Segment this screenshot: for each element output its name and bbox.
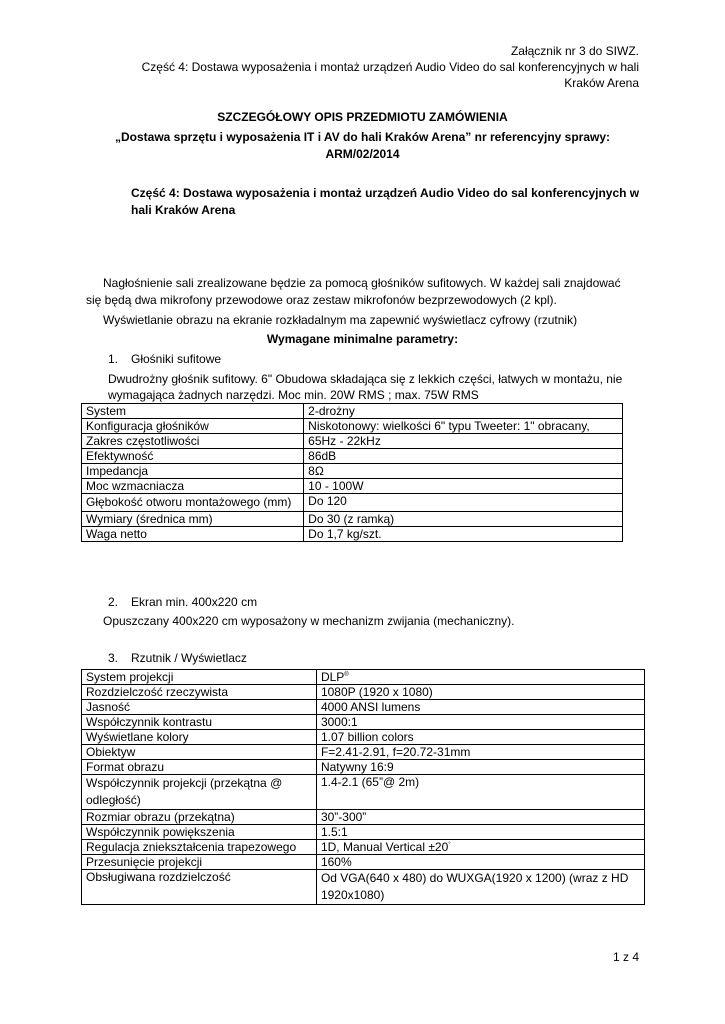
table-row	[82, 449, 623, 464]
spec-key: Współczynnik powiększenia	[82, 825, 317, 840]
spec-value: 1.07 billion colors	[316, 730, 644, 745]
spec-value: 10 - 100W	[304, 479, 623, 494]
spec-key: Zakres częstotliwości	[82, 434, 304, 449]
spec-value: Do 1,7 kg/szt.	[304, 527, 623, 542]
spec-value: Do 120	[304, 494, 623, 512]
spec-key: Przesunięcie projekcji	[82, 855, 317, 870]
spec-key: Głębokość otworu montażowego (mm)	[82, 494, 304, 512]
spec-value: 1080P (1920 x 1080)	[316, 685, 644, 700]
table-row	[82, 760, 645, 775]
table-row	[82, 494, 623, 512]
spec-value: 65Hz - 22kHz	[304, 434, 623, 449]
spec-value: Natywny 16:9	[316, 760, 644, 775]
spec-value: 86dB	[304, 449, 623, 464]
header-venue-line: Kraków Arena	[564, 76, 639, 90]
spec-value: DLP®	[316, 670, 644, 685]
table-row	[82, 404, 623, 419]
spec-value: 1D, Manual Vertical ±20°	[316, 840, 644, 855]
spec-value: 4000 ANSI lumens	[316, 700, 644, 715]
table-row	[82, 775, 645, 810]
spec-key: Wymiary (średnica mm)	[82, 512, 304, 527]
table-row	[82, 825, 645, 840]
section1-number: 1.	[108, 352, 119, 366]
part-heading-line2: hali Kraków Arena	[131, 203, 236, 217]
degree-mark: °	[448, 842, 451, 848]
table-row	[82, 715, 645, 730]
document-title: SZCZEGÓŁOWY OPIS PRZEDMIOTU ZAMÓWIENIA	[217, 110, 508, 124]
spec-key: Konfiguracja głośników	[82, 419, 304, 434]
spec-key: Regulacja zniekształcenia trapezowego	[82, 840, 317, 855]
table-row	[82, 464, 623, 479]
document-subtitle: „Dostawa sprzętu i wyposażenia IT i AV do hali Kraków Arena” nr referencyjny sprawy:	[114, 130, 611, 144]
spec-value: 2-drożny	[304, 404, 623, 419]
table-row	[82, 685, 645, 700]
spec-value: 1.5:1	[316, 825, 644, 840]
table-row	[82, 512, 623, 527]
requirements-heading: Wymagane minimalne parametry:	[266, 332, 459, 346]
registered-mark: ®	[344, 672, 349, 678]
header-part-line: Część 4: Dostawa wyposażenia i montaż urządzeń Audio Video do sal konferencyjnych w hali	[141, 60, 639, 74]
table-row	[82, 730, 645, 745]
spec-key: Jasność	[82, 700, 317, 715]
spec-key: Współczynnik projekcji (przekątna @ odległość)	[82, 775, 317, 810]
spec-key: System projekcji	[82, 670, 317, 685]
spec-value: Do 30 (z ramką)	[304, 512, 623, 527]
reference-number: ARM/02/2014	[325, 147, 400, 161]
section2-number: 2.	[108, 595, 119, 609]
table-row	[82, 855, 645, 870]
table-row	[82, 419, 623, 434]
spec-key: Współczynnik kontrastu	[82, 715, 317, 730]
table-row	[82, 745, 645, 760]
spec-key: Obiektyw	[82, 745, 317, 760]
section1-description-line2: wymagająca żadnych narzędzi. Moc min. 20W RMS ; max. 75W RMS	[108, 388, 479, 402]
spec-key: Wyświetlane kolory	[82, 730, 317, 745]
spec-key: Waga netto	[82, 527, 304, 542]
table-row	[82, 810, 645, 825]
part-heading-line1: Część 4: Dostawa wyposażenia i montaż urządzeń Audio Video do sal konferencyjnych w	[131, 186, 640, 200]
spec-key: Impedancja	[82, 464, 304, 479]
section1-heading: Głośniki sufitowe	[131, 352, 222, 366]
spec-key: Rozmiar obrazu (przekątna)	[82, 810, 317, 825]
table-row	[82, 840, 645, 855]
table-row	[82, 434, 623, 449]
spec-value: 30”-300”	[316, 810, 644, 825]
table-row	[82, 527, 623, 542]
section3-heading: Rzutnik / Wyświetlacz	[131, 651, 247, 665]
spec-value: F=2.41-2.91, f=20.72-31mm	[316, 745, 644, 760]
table-row	[82, 700, 645, 715]
speaker-spec-table	[81, 403, 623, 542]
table-row	[82, 670, 645, 685]
spec-key: Obsługiwana rozdzielczość	[82, 870, 317, 905]
spec-key: Format obrazu	[82, 760, 317, 775]
section3-number: 3.	[108, 651, 119, 665]
spec-value: 1.4-2.1 (65”@ 2m)	[316, 775, 644, 810]
intro-paragraph-line1: Nagłośnienie sali zrealizowane będzie za pomocą głośników sufitowych. W każdej sali znajdować	[103, 276, 621, 290]
spec-key: Efektywność	[82, 449, 304, 464]
table-row	[82, 870, 645, 905]
section1-description-line1: Dwudrożny głośnik sufitowy. 6" Obudowa składająca się z lekkich części, łatwych w montażu, nie	[108, 372, 623, 386]
spec-value: 160%	[316, 855, 644, 870]
intro-paragraph-line2: się będą dwa mikrofony przewodowe oraz zestaw mikrofonów bezprzewodowych (2 kpl).	[86, 293, 557, 307]
section2-heading: Ekran min. 400x220 cm	[131, 595, 258, 609]
spec-key: System	[82, 404, 304, 419]
spec-value: Niskotonowy: wielkości 6" typu Tweeter: 1" obracany,	[304, 419, 623, 434]
spec-value: 8Ω	[304, 464, 623, 479]
intro-paragraph-projector: Wyświetlanie obrazu na ekranie rozkładalnym ma zapewnić wyświetlacz cyfrowy (rzutnik)	[103, 313, 578, 327]
spec-value: Od VGA(640 x 480) do WUXGA(1920 x 1200) (wraz z HD 1920x1080)	[316, 870, 644, 905]
projector-spec-table	[81, 669, 645, 905]
page-number: 1 z 4	[612, 950, 639, 964]
spec-key: Rozdzielczość rzeczywista	[82, 685, 317, 700]
spec-value: 3000:1	[316, 715, 644, 730]
attachment-label: Załącznik nr 3 do SIWZ.	[510, 44, 639, 58]
table-row	[82, 479, 623, 494]
spec-key: Moc wzmacniacza	[82, 479, 304, 494]
section2-description: Opuszczany 400x220 cm wyposażony w mechanizm zwijania (mechaniczny).	[103, 614, 515, 628]
